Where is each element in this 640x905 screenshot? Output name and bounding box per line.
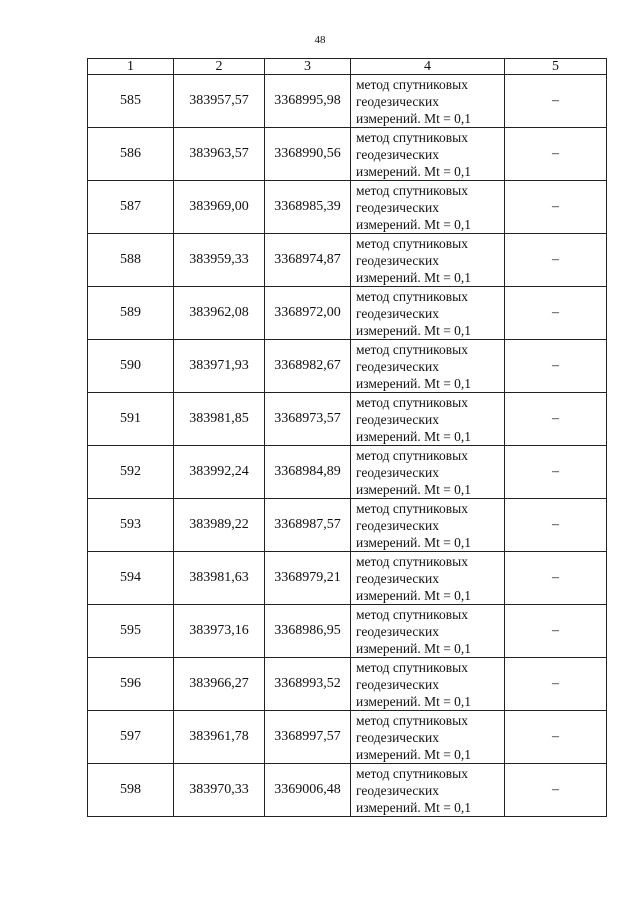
x-coordinate-cell: 383971,93: [174, 340, 265, 393]
coordinates-table: [87, 58, 607, 817]
table-row: [88, 287, 607, 340]
y-coordinate-cell: 3368985,39: [265, 181, 351, 234]
y-coordinate-cell: 3368997,57: [265, 711, 351, 764]
method-line-3: измерений. Mt = 0,1: [356, 428, 472, 444]
point-number-cell: 585: [88, 75, 174, 128]
method-line-2: геодезических: [356, 93, 439, 109]
y-coordinate-cell: 3368982,67: [265, 340, 351, 393]
point-number-cell: 586: [88, 128, 174, 181]
method-line-2: геодезических: [356, 464, 439, 480]
column-5-cell: –: [505, 764, 607, 817]
table-row: [88, 552, 607, 605]
method-cell: [351, 181, 505, 234]
point-number-cell: 587: [88, 181, 174, 234]
method-line-1: метод спутниковых: [356, 129, 468, 145]
method-line-3: измерений. Mt = 0,1: [356, 216, 472, 232]
table-row: [88, 128, 607, 181]
point-number-cell: 592: [88, 446, 174, 499]
x-coordinate-cell: 383981,85: [174, 393, 265, 446]
column-5-cell: –: [505, 499, 607, 552]
method-line-3: измерений. Mt = 0,1: [356, 269, 472, 285]
table-row: [88, 181, 607, 234]
x-coordinate-cell: 383961,78: [174, 711, 265, 764]
table-row: [88, 75, 607, 128]
point-number-cell: 598: [88, 764, 174, 817]
method-line-3: измерений. Mt = 0,1: [356, 534, 472, 550]
method-line-2: геодезических: [356, 146, 439, 162]
y-coordinate-cell: 3368995,98: [265, 75, 351, 128]
point-number-cell: 593: [88, 499, 174, 552]
x-coordinate-cell: 383963,57: [174, 128, 265, 181]
method-line-3: измерений. Mt = 0,1: [356, 481, 472, 497]
column-header-4: 4: [351, 59, 505, 75]
column-5-cell: –: [505, 340, 607, 393]
method-cell: [351, 340, 505, 393]
method-line-1: метод спутниковых: [356, 447, 468, 463]
page-number: 48: [314, 34, 326, 46]
point-number-cell: 590: [88, 340, 174, 393]
y-coordinate-cell: 3369006,48: [265, 764, 351, 817]
point-number-cell: 597: [88, 711, 174, 764]
method-line-1: метод спутниковых: [356, 606, 468, 622]
column-5-cell: –: [505, 234, 607, 287]
table-row: [88, 393, 607, 446]
x-coordinate-cell: 383962,08: [174, 287, 265, 340]
method-line-1: метод спутниковых: [356, 553, 468, 569]
x-coordinate-cell: 383969,00: [174, 181, 265, 234]
method-cell: [351, 764, 505, 817]
method-line-1: метод спутниковых: [356, 288, 468, 304]
method-line-1: метод спутниковых: [356, 765, 468, 781]
y-coordinate-cell: 3368984,89: [265, 446, 351, 499]
point-number-cell: 591: [88, 393, 174, 446]
column-header-2: 2: [174, 59, 265, 75]
column-5-cell: –: [505, 446, 607, 499]
method-line-2: геодезических: [356, 358, 439, 374]
y-coordinate-cell: 3368972,00: [265, 287, 351, 340]
column-5-cell: –: [505, 552, 607, 605]
table-row: [88, 711, 607, 764]
method-cell: [351, 128, 505, 181]
column-5-cell: –: [505, 128, 607, 181]
method-line-2: геодезических: [356, 411, 439, 427]
method-line-1: метод спутниковых: [356, 76, 468, 92]
point-number-cell: 595: [88, 605, 174, 658]
method-line-2: геодезических: [356, 517, 439, 533]
column-header-3: 3: [265, 59, 351, 75]
column-5-cell: –: [505, 658, 607, 711]
column-header-5: 5: [505, 59, 607, 75]
method-cell: [351, 393, 505, 446]
x-coordinate-cell: 383973,16: [174, 605, 265, 658]
method-line-2: геодезических: [356, 623, 439, 639]
method-line-3: измерений. Mt = 0,1: [356, 110, 472, 126]
method-line-2: геодезических: [356, 570, 439, 586]
method-line-2: геодезических: [356, 252, 439, 268]
table-row: [88, 234, 607, 287]
x-coordinate-cell: 383992,24: [174, 446, 265, 499]
column-5-cell: –: [505, 393, 607, 446]
method-cell: [351, 605, 505, 658]
table-row: [88, 499, 607, 552]
method-line-3: измерений. Mt = 0,1: [356, 375, 472, 391]
y-coordinate-cell: 3368993,52: [265, 658, 351, 711]
method-line-2: геодезических: [356, 305, 439, 321]
method-line-1: метод спутниковых: [356, 341, 468, 357]
method-cell: [351, 711, 505, 764]
table-row: [88, 658, 607, 711]
x-coordinate-cell: 383989,22: [174, 499, 265, 552]
method-line-1: метод спутниковых: [356, 712, 468, 728]
point-number-cell: 596: [88, 658, 174, 711]
method-line-3: измерений. Mt = 0,1: [356, 163, 472, 179]
x-coordinate-cell: 383970,33: [174, 764, 265, 817]
method-line-3: измерений. Mt = 0,1: [356, 587, 472, 603]
method-line-1: метод спутниковых: [356, 182, 468, 198]
method-line-2: геодезических: [356, 199, 439, 215]
method-line-1: метод спутниковых: [356, 500, 468, 516]
x-coordinate-cell: 383959,33: [174, 234, 265, 287]
point-number-cell: 589: [88, 287, 174, 340]
table-body: [88, 75, 607, 817]
y-coordinate-cell: 3368979,21: [265, 552, 351, 605]
method-line-2: геодезических: [356, 782, 439, 798]
column-5-cell: –: [505, 287, 607, 340]
x-coordinate-cell: 383981,63: [174, 552, 265, 605]
column-5-cell: –: [505, 605, 607, 658]
point-number-cell: 588: [88, 234, 174, 287]
column-5-cell: –: [505, 75, 607, 128]
method-cell: [351, 658, 505, 711]
column-5-cell: –: [505, 711, 607, 764]
method-cell: [351, 446, 505, 499]
method-line-3: измерений. Mt = 0,1: [356, 746, 472, 762]
table-row: [88, 605, 607, 658]
method-cell: [351, 234, 505, 287]
column-header-1: 1: [88, 59, 174, 75]
y-coordinate-cell: 3368986,95: [265, 605, 351, 658]
point-number-cell: 594: [88, 552, 174, 605]
y-coordinate-cell: 3368974,87: [265, 234, 351, 287]
table-row: [88, 446, 607, 499]
method-line-1: метод спутниковых: [356, 394, 468, 410]
x-coordinate-cell: 383966,27: [174, 658, 265, 711]
y-coordinate-cell: 3368990,56: [265, 128, 351, 181]
column-5-cell: –: [505, 181, 607, 234]
y-coordinate-cell: 3368973,57: [265, 393, 351, 446]
method-cell: [351, 499, 505, 552]
table-header-row: [88, 59, 607, 75]
y-coordinate-cell: 3368987,57: [265, 499, 351, 552]
method-line-3: измерений. Mt = 0,1: [356, 322, 472, 338]
method-line-1: метод спутниковых: [356, 235, 468, 251]
method-line-1: метод спутниковых: [356, 659, 468, 675]
method-line-3: измерений. Mt = 0,1: [356, 799, 472, 815]
x-coordinate-cell: 383957,57: [174, 75, 265, 128]
method-line-3: измерений. Mt = 0,1: [356, 693, 472, 709]
table-row: [88, 340, 607, 393]
method-cell: [351, 75, 505, 128]
method-line-2: геодезических: [356, 729, 439, 745]
method-cell: [351, 287, 505, 340]
method-cell: [351, 552, 505, 605]
method-line-3: измерений. Mt = 0,1: [356, 640, 472, 656]
method-line-2: геодезических: [356, 676, 439, 692]
table-row: [88, 764, 607, 817]
